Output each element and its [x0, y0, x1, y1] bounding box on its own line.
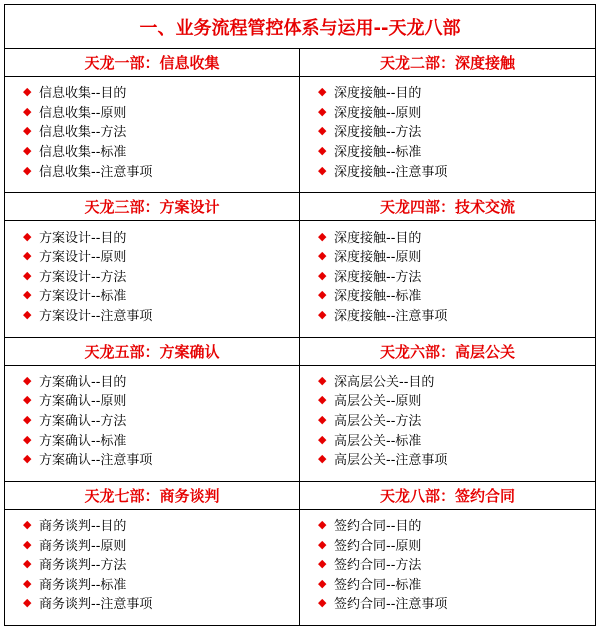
section-heading: 天龙七部：商务谈判	[5, 482, 299, 510]
list-item-label: 深度接触--标准	[334, 289, 422, 305]
sections-grid	[5, 49, 595, 625]
list-item	[23, 102, 299, 122]
diamond-icon: ◆	[318, 518, 327, 532]
list-item-label: 信息收集--标准	[39, 145, 127, 161]
diamond-icon: ◆	[23, 393, 32, 407]
list-item	[23, 554, 299, 574]
section-cell	[5, 49, 300, 193]
list-item	[23, 246, 299, 266]
list-item-label: 签约合同--标准	[334, 577, 422, 593]
diamond-icon: ◆	[318, 288, 327, 302]
section-list	[5, 510, 299, 625]
diamond-icon: ◆	[23, 268, 32, 282]
section-cell	[5, 193, 300, 337]
list-item	[23, 141, 299, 161]
diamond-icon: ◆	[23, 307, 32, 321]
list-item-label: 签约合同--原则	[334, 538, 422, 554]
diamond-icon: ◆	[23, 576, 32, 590]
diamond-icon: ◆	[318, 249, 327, 263]
section-cell	[300, 338, 595, 482]
list-item	[318, 121, 595, 141]
diamond-icon: ◆	[318, 576, 327, 590]
list-item-label: 商务谈判--目的	[39, 519, 127, 535]
list-item	[318, 160, 595, 180]
diamond-icon: ◆	[23, 288, 32, 302]
list-item	[23, 593, 299, 613]
diamond-icon: ◆	[318, 144, 327, 158]
list-item-label: 深度接触--方法	[334, 125, 422, 141]
list-item-label: 方案确认--方法	[39, 413, 127, 429]
list-item-label: 深度接触--注意事项	[334, 308, 448, 324]
diamond-icon: ◆	[318, 373, 327, 387]
diamond-icon: ◆	[23, 518, 32, 532]
list-item-label: 方案设计--方法	[39, 269, 127, 285]
section-heading: 天龙五部：方案确认	[5, 338, 299, 366]
list-item-label: 方案设计--标准	[39, 289, 127, 305]
section-heading: 天龙三部：方案设计	[5, 193, 299, 221]
list-item-label: 深高层公关--目的	[334, 374, 435, 390]
list-item	[23, 371, 299, 391]
section-heading: 天龙一部：信息收集	[5, 49, 299, 77]
list-item	[318, 554, 595, 574]
list-item-label: 信息收集--方法	[39, 125, 127, 141]
section-list	[5, 221, 299, 336]
list-item	[23, 121, 299, 141]
diamond-icon: ◆	[23, 412, 32, 426]
list-item	[318, 390, 595, 410]
list-item-label: 深度接触--注意事项	[334, 164, 448, 180]
section-list	[300, 221, 595, 336]
list-item-label: 高层公关--标准	[334, 433, 422, 449]
list-item	[23, 534, 299, 554]
list-item-label: 深度接触--原则	[334, 105, 422, 121]
list-item	[23, 305, 299, 325]
list-item-label: 高层公关--方法	[334, 413, 422, 429]
list-item	[318, 429, 595, 449]
list-item-label: 高层公关--原则	[334, 394, 422, 410]
list-item	[23, 390, 299, 410]
list-item-label: 高层公关--注意事项	[334, 453, 448, 469]
diamond-icon: ◆	[23, 373, 32, 387]
section-list	[5, 366, 299, 481]
list-item	[318, 574, 595, 594]
list-item-label: 商务谈判--原则	[39, 538, 127, 554]
list-item-label: 深度接触--目的	[334, 230, 422, 246]
diamond-icon: ◆	[23, 144, 32, 158]
list-item	[318, 534, 595, 554]
diamond-icon: ◆	[318, 124, 327, 138]
list-item	[23, 574, 299, 594]
list-item	[318, 82, 595, 102]
diamond-icon: ◆	[318, 85, 327, 99]
list-item	[318, 410, 595, 430]
list-item	[318, 305, 595, 325]
diamond-icon: ◆	[318, 596, 327, 610]
diamond-icon: ◆	[318, 412, 327, 426]
diamond-icon: ◆	[23, 249, 32, 263]
list-item	[318, 246, 595, 266]
list-item-label: 商务谈判--注意事项	[39, 597, 153, 613]
list-item-label: 签约合同--方法	[334, 558, 422, 574]
list-item-label: 方案设计--原则	[39, 250, 127, 266]
section-heading: 天龙四部：技术交流	[300, 193, 595, 221]
list-item	[23, 429, 299, 449]
list-item-label: 深度接触--方法	[334, 269, 422, 285]
diamond-icon: ◆	[318, 307, 327, 321]
section-cell	[300, 193, 595, 337]
diamond-icon: ◆	[23, 432, 32, 446]
list-item	[318, 593, 595, 613]
list-item	[23, 410, 299, 430]
list-item-label: 方案确认--原则	[39, 394, 127, 410]
section-heading: 天龙八部：签约合同	[300, 482, 595, 510]
diamond-icon: ◆	[23, 596, 32, 610]
diamond-icon: ◆	[23, 163, 32, 177]
document-table	[4, 4, 596, 626]
diamond-icon: ◆	[23, 104, 32, 118]
list-item-label: 签约合同--目的	[334, 519, 422, 535]
list-item	[23, 226, 299, 246]
list-item	[23, 449, 299, 469]
diamond-icon: ◆	[318, 557, 327, 571]
diamond-icon: ◆	[318, 537, 327, 551]
diamond-icon: ◆	[318, 104, 327, 118]
diamond-icon: ◆	[23, 452, 32, 466]
list-item	[23, 285, 299, 305]
list-item	[23, 515, 299, 535]
section-heading: 天龙六部：高层公关	[300, 338, 595, 366]
section-heading: 天龙二部：深度接触	[300, 49, 595, 77]
list-item	[318, 226, 595, 246]
document-title: 一、业务流程管控体系与运用--天龙八部	[5, 5, 595, 49]
section-list	[300, 510, 595, 625]
list-item-label: 深度接触--目的	[334, 86, 422, 102]
list-item	[318, 515, 595, 535]
diamond-icon: ◆	[318, 268, 327, 282]
section-list	[300, 77, 595, 192]
list-item	[318, 285, 595, 305]
list-item-label: 方案设计--注意事项	[39, 308, 153, 324]
diamond-icon: ◆	[23, 85, 32, 99]
section-cell	[5, 482, 300, 625]
diamond-icon: ◆	[318, 229, 327, 243]
list-item	[318, 102, 595, 122]
diamond-icon: ◆	[23, 229, 32, 243]
list-item	[318, 371, 595, 391]
section-list	[300, 366, 595, 481]
list-item-label: 信息收集--原则	[39, 105, 127, 121]
list-item-label: 签约合同--注意事项	[334, 597, 448, 613]
list-item-label: 深度接触--原则	[334, 250, 422, 266]
diamond-icon: ◆	[23, 557, 32, 571]
list-item-label: 深度接触--标准	[334, 145, 422, 161]
list-item	[318, 265, 595, 285]
section-cell	[5, 338, 300, 482]
list-item	[23, 160, 299, 180]
diamond-icon: ◆	[23, 537, 32, 551]
list-item-label: 方案确认--标准	[39, 433, 127, 449]
diamond-icon: ◆	[318, 432, 327, 446]
diamond-icon: ◆	[318, 163, 327, 177]
section-list	[5, 77, 299, 192]
diamond-icon: ◆	[23, 124, 32, 138]
section-cell	[300, 482, 595, 625]
section-cell	[300, 49, 595, 193]
list-item-label: 信息收集--注意事项	[39, 164, 153, 180]
list-item	[318, 141, 595, 161]
diamond-icon: ◆	[318, 393, 327, 407]
list-item-label: 方案确认--目的	[39, 374, 127, 390]
diamond-icon: ◆	[318, 452, 327, 466]
list-item	[318, 449, 595, 469]
list-item-label: 方案确认--注意事项	[39, 453, 153, 469]
list-item	[23, 82, 299, 102]
list-item-label: 商务谈判--标准	[39, 577, 127, 593]
list-item	[23, 265, 299, 285]
list-item-label: 信息收集--目的	[39, 86, 127, 102]
list-item-label: 商务谈判--方法	[39, 558, 127, 574]
list-item-label: 方案设计--目的	[39, 230, 127, 246]
